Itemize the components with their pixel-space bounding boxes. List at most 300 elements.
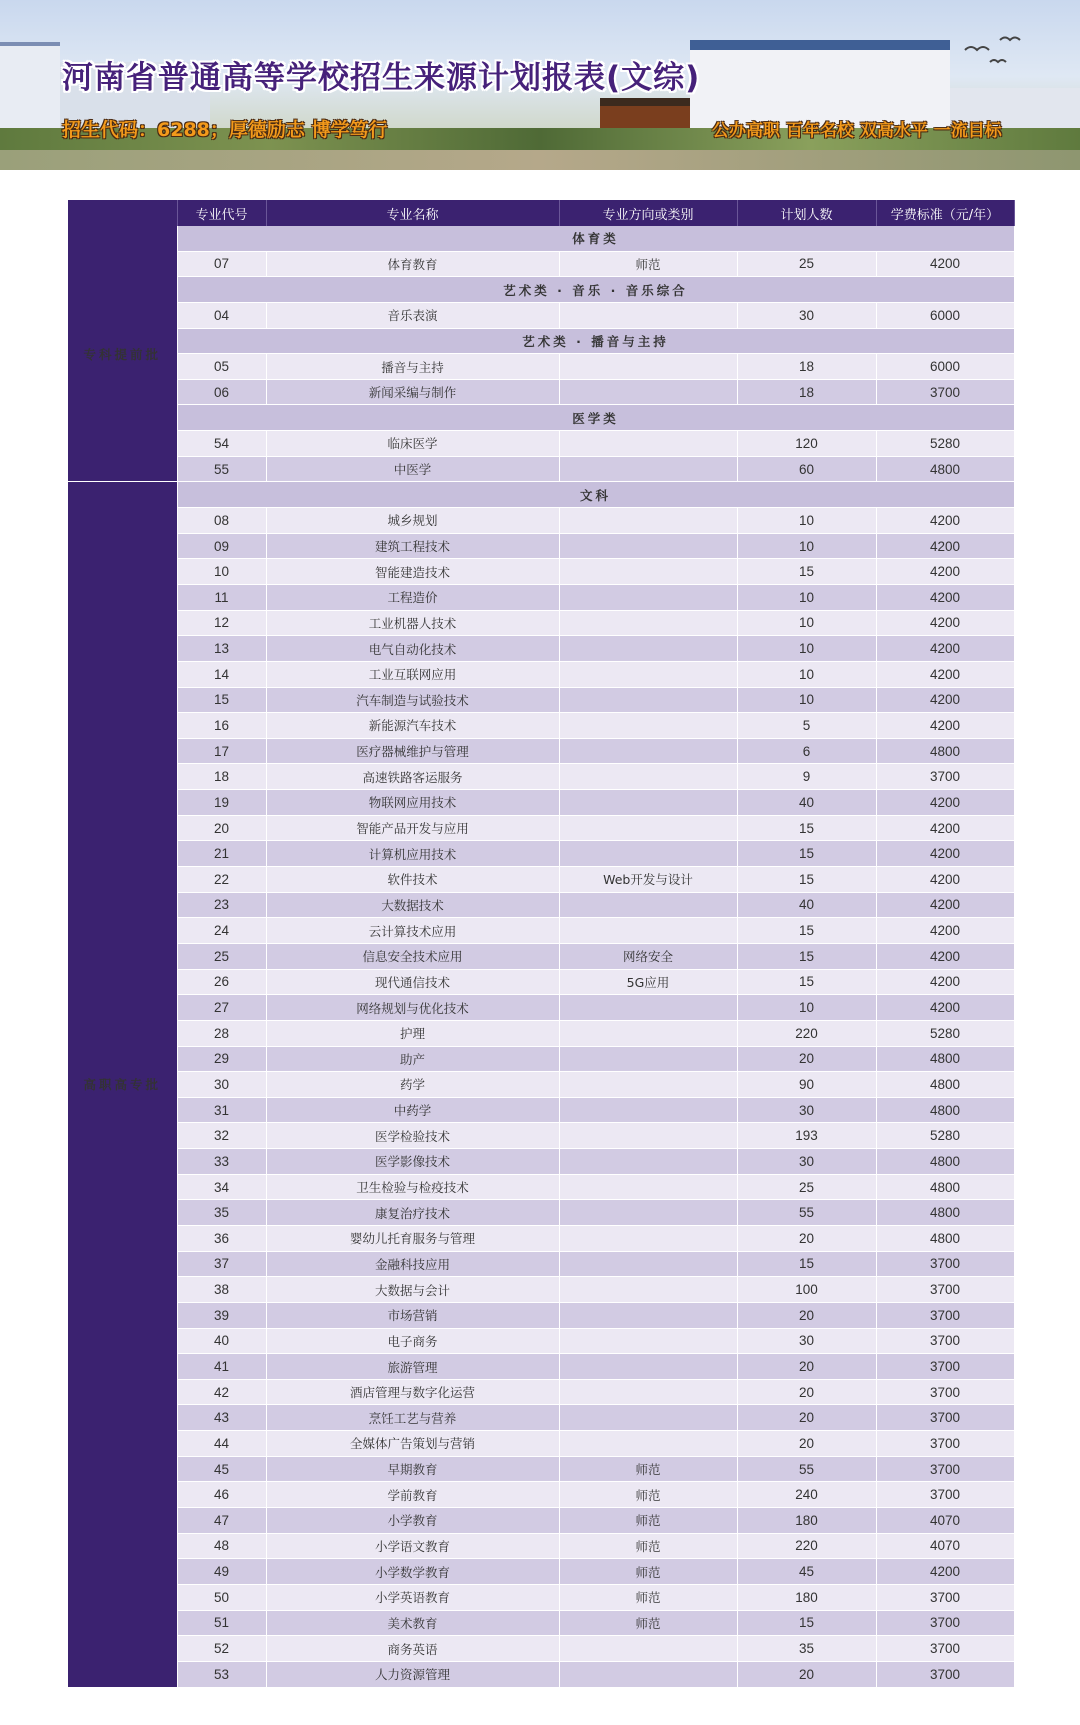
category-label: 艺术类 · 播音与主持: [177, 328, 1014, 354]
cell-plan: 10: [737, 610, 876, 636]
table-row: [68, 867, 1014, 893]
cell-direction: 师范: [559, 1508, 737, 1534]
cell-name: 工程造价: [266, 584, 559, 610]
cell-direction: [559, 841, 737, 867]
cell-code: 46: [177, 1482, 266, 1508]
cell-code: 06: [177, 379, 266, 405]
category-label: 医学类: [177, 405, 1014, 431]
cell-name: 网络规划与优化技术: [266, 995, 559, 1021]
birds-icon: [960, 30, 1040, 70]
cell-code: 09: [177, 533, 266, 559]
cell-direction: [559, 1072, 737, 1098]
category-label: 艺术类 · 音乐 · 音乐综合: [177, 277, 1014, 303]
header-name: 专业名称: [266, 200, 559, 226]
cell-fee: 3700: [876, 1456, 1014, 1482]
cell-name: 物联网应用技术: [266, 790, 559, 816]
table-row: [68, 943, 1014, 969]
cell-fee: 4200: [876, 610, 1014, 636]
cell-code: 25: [177, 943, 266, 969]
header-fee: 学费标准（元/年）: [876, 200, 1014, 226]
cell-plan: 10: [737, 584, 876, 610]
cell-direction: [559, 1661, 737, 1687]
category-row: [68, 482, 1014, 508]
table-row: [68, 456, 1014, 482]
cell-plan: 180: [737, 1584, 876, 1610]
table-row: [68, 1251, 1014, 1277]
cell-fee: 4200: [876, 943, 1014, 969]
cell-direction: 网络安全: [559, 943, 737, 969]
table-row: [68, 1328, 1014, 1354]
cell-code: 51: [177, 1610, 266, 1636]
cell-code: 54: [177, 431, 266, 457]
table-row: [68, 1431, 1014, 1457]
cell-direction: [559, 1097, 737, 1123]
cell-name: 软件技术: [266, 867, 559, 893]
cell-direction: [559, 1251, 737, 1277]
cell-fee: 3700: [876, 1354, 1014, 1380]
cell-direction: [559, 1225, 737, 1251]
cell-fee: 3700: [876, 1328, 1014, 1354]
cell-name: 医学检验技术: [266, 1123, 559, 1149]
cell-code: 50: [177, 1584, 266, 1610]
cell-plan: 220: [737, 1020, 876, 1046]
cell-plan: 35: [737, 1636, 876, 1662]
table-row: [68, 379, 1014, 405]
cell-direction: Web开发与设计: [559, 867, 737, 893]
table-row: [68, 713, 1014, 739]
cell-fee: 4800: [876, 1225, 1014, 1251]
cell-name: 美术教育: [266, 1610, 559, 1636]
cell-direction: [559, 636, 737, 662]
cell-name: 体育教育: [266, 251, 559, 277]
cell-plan: 20: [737, 1046, 876, 1072]
cell-direction: [559, 995, 737, 1021]
cell-plan: 25: [737, 251, 876, 277]
cell-name: 音乐表演: [266, 302, 559, 328]
cell-fee: 5280: [876, 1123, 1014, 1149]
cell-plan: 100: [737, 1277, 876, 1303]
cell-fee: 3700: [876, 1302, 1014, 1328]
cell-fee: 3700: [876, 1584, 1014, 1610]
table-row: [68, 1149, 1014, 1175]
cell-name: 信息安全技术应用: [266, 943, 559, 969]
cell-code: 43: [177, 1405, 266, 1431]
table-row: [68, 661, 1014, 687]
cell-code: 39: [177, 1302, 266, 1328]
cell-fee: 4200: [876, 1559, 1014, 1585]
cell-code: 48: [177, 1533, 266, 1559]
cell-code: 26: [177, 969, 266, 995]
cell-plan: 10: [737, 995, 876, 1021]
cell-fee: 4200: [876, 687, 1014, 713]
cell-name: 工业机器人技术: [266, 610, 559, 636]
cell-name: 医学影像技术: [266, 1149, 559, 1175]
table-row: [68, 1533, 1014, 1559]
cell-name: 旅游管理: [266, 1354, 559, 1380]
cell-plan: 15: [737, 841, 876, 867]
cell-code: 18: [177, 764, 266, 790]
cell-code: 12: [177, 610, 266, 636]
cell-fee: 3700: [876, 1661, 1014, 1687]
table-row: [68, 1636, 1014, 1662]
cell-name: 智能产品开发与应用: [266, 815, 559, 841]
category-row: [68, 277, 1014, 303]
cell-direction: [559, 1174, 737, 1200]
cell-name: 小学英语教育: [266, 1584, 559, 1610]
header-corner: [68, 200, 177, 226]
cell-plan: 20: [737, 1405, 876, 1431]
cell-code: 44: [177, 1431, 266, 1457]
cell-fee: 4200: [876, 918, 1014, 944]
cell-fee: 3700: [876, 1482, 1014, 1508]
cell-code: 55: [177, 456, 266, 482]
cell-fee: 4070: [876, 1533, 1014, 1559]
table-header-row: [68, 200, 1014, 226]
table-row: [68, 995, 1014, 1021]
cell-direction: 师范: [559, 1456, 737, 1482]
cell-name: 云计算技术应用: [266, 918, 559, 944]
table-row: [68, 1200, 1014, 1226]
table-row: [68, 1020, 1014, 1046]
cell-plan: 20: [737, 1302, 876, 1328]
cell-name: 婴幼儿托育服务与管理: [266, 1225, 559, 1251]
cell-plan: 20: [737, 1661, 876, 1687]
table-row: [68, 1405, 1014, 1431]
cell-fee: 4200: [876, 790, 1014, 816]
cell-code: 05: [177, 354, 266, 380]
cell-plan: 10: [737, 687, 876, 713]
table-row: [68, 1610, 1014, 1636]
table-row: [68, 892, 1014, 918]
header-code: 专业代号: [177, 200, 266, 226]
cell-fee: 4800: [876, 738, 1014, 764]
cell-plan: 5: [737, 713, 876, 739]
cell-direction: [559, 1302, 737, 1328]
cell-code: 37: [177, 1251, 266, 1277]
cell-name: 烹饪工艺与营养: [266, 1405, 559, 1431]
cell-name: 学前教育: [266, 1482, 559, 1508]
cell-plan: 10: [737, 661, 876, 687]
cell-direction: [559, 738, 737, 764]
table-row: [68, 559, 1014, 585]
table-row: [68, 533, 1014, 559]
table-row: [68, 302, 1014, 328]
cell-name: 护理: [266, 1020, 559, 1046]
cell-direction: [559, 713, 737, 739]
table-row: [68, 969, 1014, 995]
cell-direction: [559, 610, 737, 636]
cell-name: 康复治疗技术: [266, 1200, 559, 1226]
category-label: 文科: [177, 482, 1014, 508]
cell-code: 52: [177, 1636, 266, 1662]
cell-fee: 3700: [876, 1636, 1014, 1662]
table-row: [68, 1482, 1014, 1508]
cell-plan: 45: [737, 1559, 876, 1585]
cell-plan: 240: [737, 1482, 876, 1508]
cell-fee: 5280: [876, 431, 1014, 457]
cell-plan: 220: [737, 1533, 876, 1559]
cell-fee: 4200: [876, 508, 1014, 534]
cell-name: 现代通信技术: [266, 969, 559, 995]
cell-fee: 5280: [876, 1020, 1014, 1046]
cell-fee: 3700: [876, 379, 1014, 405]
table-row: [68, 1584, 1014, 1610]
cell-plan: 30: [737, 1149, 876, 1175]
cell-plan: 15: [737, 918, 876, 944]
cell-direction: [559, 1636, 737, 1662]
cell-direction: 师范: [559, 1610, 737, 1636]
cell-code: 34: [177, 1174, 266, 1200]
cell-code: 16: [177, 713, 266, 739]
table-row: [68, 636, 1014, 662]
cell-code: 11: [177, 584, 266, 610]
cell-name: 电子商务: [266, 1328, 559, 1354]
cell-fee: 4800: [876, 1149, 1014, 1175]
cell-name: 工业互联网应用: [266, 661, 559, 687]
cell-direction: [559, 1020, 737, 1046]
table-row: [68, 1559, 1014, 1585]
cell-plan: 6: [737, 738, 876, 764]
cell-direction: [559, 1149, 737, 1175]
table-row: [68, 508, 1014, 534]
cell-fee: 4200: [876, 636, 1014, 662]
cell-direction: [559, 431, 737, 457]
cell-plan: 20: [737, 1379, 876, 1405]
header-direction: 专业方向或类别: [559, 200, 737, 226]
cell-direction: [559, 354, 737, 380]
cell-plan: 9: [737, 764, 876, 790]
cell-code: 17: [177, 738, 266, 764]
table-row: [68, 764, 1014, 790]
cell-direction: 师范: [559, 251, 737, 277]
cell-code: 36: [177, 1225, 266, 1251]
cell-plan: 18: [737, 354, 876, 380]
cell-code: 19: [177, 790, 266, 816]
cell-plan: 20: [737, 1354, 876, 1380]
cell-code: 23: [177, 892, 266, 918]
cell-fee: 3700: [876, 1251, 1014, 1277]
cell-fee: 4800: [876, 1174, 1014, 1200]
cell-name: 电气自动化技术: [266, 636, 559, 662]
cell-direction: [559, 1328, 737, 1354]
cell-name: 小学教育: [266, 1508, 559, 1534]
cell-direction: [559, 1123, 737, 1149]
cell-plan: 15: [737, 559, 876, 585]
cell-direction: 师范: [559, 1533, 737, 1559]
cell-code: 15: [177, 687, 266, 713]
table-row: [68, 1097, 1014, 1123]
table-row: [68, 610, 1014, 636]
cell-code: 28: [177, 1020, 266, 1046]
cell-code: 31: [177, 1097, 266, 1123]
cell-name: 大数据技术: [266, 892, 559, 918]
cell-code: 14: [177, 661, 266, 687]
cell-plan: 25: [737, 1174, 876, 1200]
cell-name: 人力资源管理: [266, 1661, 559, 1687]
cell-fee: 4200: [876, 713, 1014, 739]
cell-plan: 55: [737, 1200, 876, 1226]
cell-name: 商务英语: [266, 1636, 559, 1662]
table-row: [68, 1225, 1014, 1251]
cell-direction: [559, 508, 737, 534]
cell-plan: 90: [737, 1072, 876, 1098]
table-row: [68, 1354, 1014, 1380]
cell-direction: [559, 1379, 737, 1405]
cell-fee: 4200: [876, 584, 1014, 610]
cell-plan: 30: [737, 1097, 876, 1123]
cell-name: 助产: [266, 1046, 559, 1072]
cell-plan: 30: [737, 302, 876, 328]
cell-fee: 4200: [876, 841, 1014, 867]
cell-direction: [559, 559, 737, 585]
cell-code: 24: [177, 918, 266, 944]
cell-code: 53: [177, 1661, 266, 1687]
cell-name: 计算机应用技术: [266, 841, 559, 867]
cell-fee: 4200: [876, 559, 1014, 585]
cell-name: 早期教育: [266, 1456, 559, 1482]
cell-plan: 40: [737, 892, 876, 918]
cell-direction: [559, 1405, 737, 1431]
table-row: [68, 687, 1014, 713]
cell-code: 27: [177, 995, 266, 1021]
table-row: [68, 1174, 1014, 1200]
cell-fee: 4200: [876, 661, 1014, 687]
header-plan: 计划人数: [737, 200, 876, 226]
table-row: [68, 354, 1014, 380]
cell-direction: [559, 1354, 737, 1380]
cell-plan: 60: [737, 456, 876, 482]
cell-fee: 6000: [876, 354, 1014, 380]
cell-code: 30: [177, 1072, 266, 1098]
cell-name: 市场营销: [266, 1302, 559, 1328]
table-row: [68, 431, 1014, 457]
cell-direction: [559, 764, 737, 790]
table-row: [68, 1508, 1014, 1534]
cell-fee: 4200: [876, 892, 1014, 918]
enrollment-plan-table: [68, 200, 1014, 1688]
cell-fee: 4200: [876, 533, 1014, 559]
cell-direction: [559, 1277, 737, 1303]
cell-code: 29: [177, 1046, 266, 1072]
cell-plan: 193: [737, 1123, 876, 1149]
cell-direction: [559, 379, 737, 405]
cell-fee: 3700: [876, 1431, 1014, 1457]
cell-direction: 5G应用: [559, 969, 737, 995]
category-row: [68, 226, 1014, 251]
cell-plan: 15: [737, 867, 876, 893]
cell-direction: 师范: [559, 1482, 737, 1508]
cell-fee: 3700: [876, 1277, 1014, 1303]
batch-label: 专科提前批: [68, 226, 177, 482]
cell-plan: 30: [737, 1328, 876, 1354]
cell-fee: 4070: [876, 1508, 1014, 1534]
table-row: [68, 1302, 1014, 1328]
category-label: 体育类: [177, 226, 1014, 251]
table-row: [68, 738, 1014, 764]
cell-fee: 3700: [876, 1405, 1014, 1431]
cell-name: 大数据与会计: [266, 1277, 559, 1303]
cell-name: 中药学: [266, 1097, 559, 1123]
table-row: [68, 1277, 1014, 1303]
header-banner: [0, 0, 1080, 170]
table-row: [68, 1456, 1014, 1482]
cell-fee: 4800: [876, 1200, 1014, 1226]
page-title: 河南省普通高等学校招生来源计划报表(文综): [62, 60, 701, 96]
cell-direction: [559, 687, 737, 713]
ground-image: [0, 150, 1080, 170]
cell-code: 47: [177, 1508, 266, 1534]
cell-code: 07: [177, 251, 266, 277]
cell-fee: 3700: [876, 1379, 1014, 1405]
cell-direction: [559, 918, 737, 944]
cell-direction: [559, 1046, 737, 1072]
cell-name: 新能源汽车技术: [266, 713, 559, 739]
cell-name: 高速铁路客运服务: [266, 764, 559, 790]
cell-code: 42: [177, 1379, 266, 1405]
cell-code: 21: [177, 841, 266, 867]
table-row: [68, 790, 1014, 816]
cell-code: 04: [177, 302, 266, 328]
cell-fee: 4200: [876, 815, 1014, 841]
cell-direction: [559, 892, 737, 918]
table-row: [68, 841, 1014, 867]
cell-direction: 师范: [559, 1584, 737, 1610]
cell-name: 临床医学: [266, 431, 559, 457]
cell-name: 小学数学教育: [266, 1559, 559, 1585]
table-row: [68, 1072, 1014, 1098]
cell-direction: [559, 456, 737, 482]
cell-name: 卫生检验与检疫技术: [266, 1174, 559, 1200]
cell-plan: 15: [737, 815, 876, 841]
table-row: [68, 1046, 1014, 1072]
cell-name: 医疗器械维护与管理: [266, 738, 559, 764]
cell-plan: 10: [737, 508, 876, 534]
cell-name: 新闻采编与制作: [266, 379, 559, 405]
cell-plan: 10: [737, 533, 876, 559]
batch-label: 高职高专批: [68, 482, 177, 1687]
cell-direction: [559, 584, 737, 610]
table-row: [68, 918, 1014, 944]
cell-plan: 15: [737, 943, 876, 969]
cell-fee: 4200: [876, 251, 1014, 277]
cell-name: 全媒体广告策划与营销: [266, 1431, 559, 1457]
cell-code: 49: [177, 1559, 266, 1585]
cell-plan: 40: [737, 790, 876, 816]
cell-direction: [559, 1200, 737, 1226]
cell-fee: 4800: [876, 1046, 1014, 1072]
cell-fee: 4800: [876, 1072, 1014, 1098]
cell-plan: 10: [737, 636, 876, 662]
cell-code: 20: [177, 815, 266, 841]
cell-fee: 4800: [876, 456, 1014, 482]
cell-name: 建筑工程技术: [266, 533, 559, 559]
cell-plan: 20: [737, 1225, 876, 1251]
admission-code-slogan: 招生代码：6288；厚德励志 博学笃行: [62, 119, 388, 141]
cell-name: 智能建造技术: [266, 559, 559, 585]
table-body: [68, 226, 1014, 1687]
cell-fee: 4200: [876, 995, 1014, 1021]
cell-name: 酒店管理与数字化运营: [266, 1379, 559, 1405]
cell-name: 药学: [266, 1072, 559, 1098]
table-row: [68, 1379, 1014, 1405]
cell-fee: 4200: [876, 867, 1014, 893]
cell-fee: 3700: [876, 1610, 1014, 1636]
cell-fee: 4200: [876, 969, 1014, 995]
cell-plan: 15: [737, 1610, 876, 1636]
cell-direction: [559, 815, 737, 841]
cell-name: 小学语文教育: [266, 1533, 559, 1559]
table-row: [68, 815, 1014, 841]
